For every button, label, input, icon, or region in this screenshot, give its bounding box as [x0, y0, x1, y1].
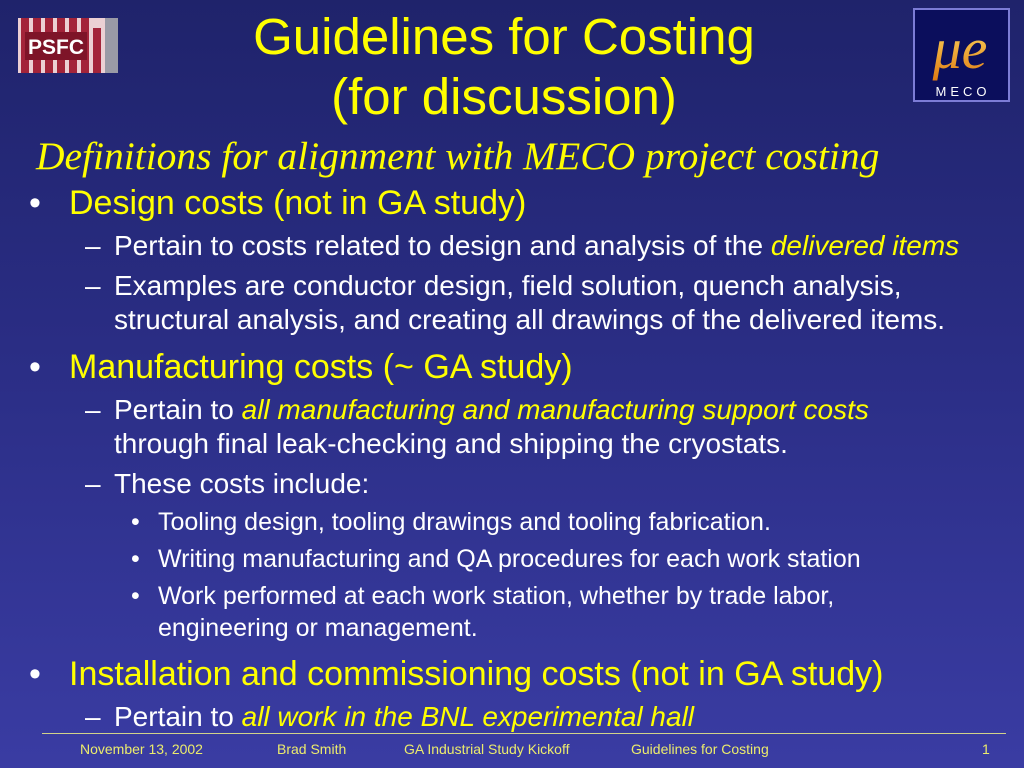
emphasized-text: all manufacturing and manufacturing support costs [241, 394, 869, 425]
slide-title-line: (for discussion) [331, 68, 677, 125]
bullet-icon: • [29, 348, 41, 386]
slide-body [0, 183, 975, 734]
list-item [0, 700, 975, 734]
footer-rule [42, 733, 1006, 734]
psfc-logo-text: PSFC [27, 36, 85, 59]
list-item-text: Pertain to costs related to design and analysis of the [114, 230, 764, 261]
dash-icon: – [85, 270, 101, 301]
section-heading-text: Manufacturing costs (~ GA study) [69, 348, 573, 386]
emphasized-text: delivered items [770, 230, 960, 261]
bullet-icon: • [29, 655, 41, 693]
slide-title [0, 7, 1008, 127]
list-item [0, 229, 975, 263]
section-heading [0, 183, 975, 223]
section-heading-text: Design costs (not in GA study) [69, 184, 527, 222]
bullet-icon: • [131, 582, 140, 610]
footer-author: Brad Smith [277, 741, 347, 757]
meco-logo-text: MECO [935, 84, 991, 99]
slide-title-line: Guidelines for Costing [253, 8, 755, 65]
sub-list-item-text: Tooling design, tooling drawings and tooling fabrication. [158, 508, 771, 536]
list-item [0, 393, 975, 461]
section-heading [0, 347, 975, 387]
sub-list-item [0, 580, 975, 644]
slide-subtitle: Definitions for alignment with MECO project costing [36, 134, 880, 178]
footer-date: November 13, 2002 [80, 741, 203, 757]
dash-icon: – [85, 468, 101, 499]
dash-icon: – [85, 394, 101, 425]
list-item-text: These costs include: [114, 468, 370, 499]
section-heading [0, 654, 975, 694]
list-item-text: Pertain to [114, 394, 234, 425]
list-item-text: Pertain to [114, 701, 234, 732]
footer-event: GA Industrial Study Kickoff [404, 741, 570, 757]
list-item-text: Examples are conductor design, field solution, quench analysis, structural analysis, and creating all drawings of the delivered items. [114, 270, 946, 335]
footer-deck-title: Guidelines for Costing [631, 741, 769, 757]
emphasized-text: all work in the BNL experimental hall [241, 701, 695, 732]
meco-logo-symbol: μe [932, 16, 988, 81]
sub-list-item-text: Writing manufacturing and QA procedures for each work station [158, 545, 861, 573]
dash-icon: – [85, 701, 101, 732]
footer-page-number: 1 [982, 741, 990, 757]
section-heading-text: Installation and commissioning costs (not in GA study) [69, 655, 884, 693]
list-item-continuation: through final leak-checking and shipping the cryostats. [114, 428, 788, 459]
bullet-icon: • [29, 184, 41, 222]
sub-list-item-text: Work performed at each work station, whether by trade labor, engineering or management. [158, 582, 835, 642]
list-item [0, 269, 975, 337]
bullet-icon: • [131, 545, 140, 573]
list-item [0, 467, 975, 501]
sub-list-item [0, 543, 975, 575]
dash-icon: – [85, 230, 101, 261]
sub-list-item [0, 506, 975, 538]
bullet-icon: • [131, 508, 140, 536]
